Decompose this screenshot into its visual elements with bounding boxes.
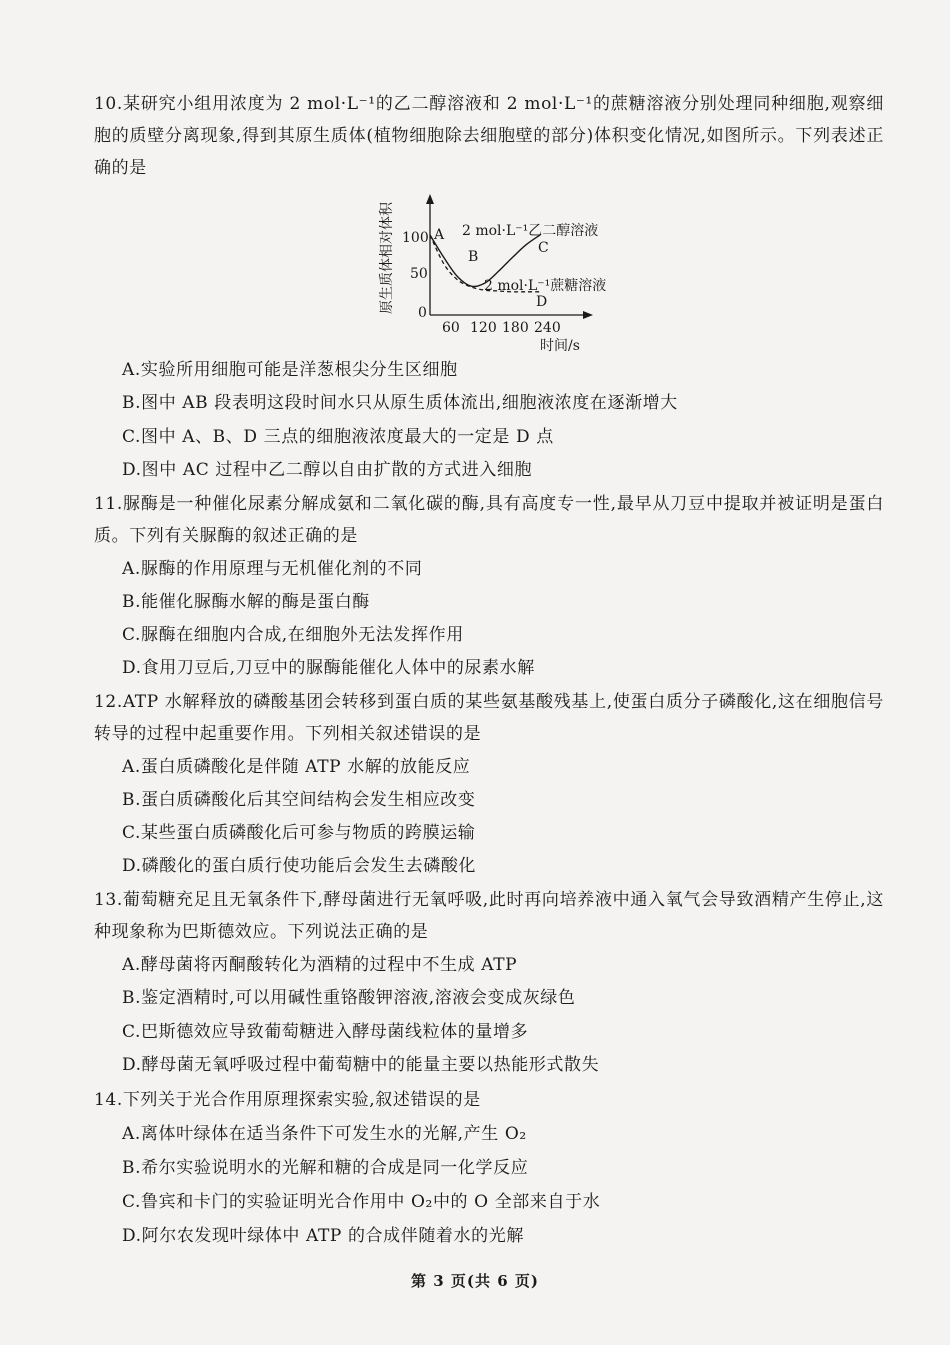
- y-axis-label-group: [378, 201, 395, 314]
- y-tick-label-0: 0: [418, 305, 427, 321]
- question-11-option-b: B.能催化脲酶水解的酶是蛋白酶: [122, 592, 370, 612]
- question-13-option-c: C.巴斯德效应导致葡萄糖进入酵母菌线粒体的量增多: [122, 1022, 529, 1042]
- x-tick-label-120: 120: [470, 320, 497, 336]
- question-10-option-b: B.图中 AB 段表明这段时间水只从原生质体流出,细胞液浓度在逐渐增大: [122, 393, 678, 413]
- question-11-stem: 11.脲酶是一种催化尿素分解成氨和二氧化碳的酶,具有高度专一性,最早从刀豆中提取并被证明是蛋白质。下列有关脲酶的叙述正确的是: [94, 494, 884, 546]
- x-tick-label-240: 240: [534, 320, 561, 336]
- point-label-c: C: [538, 240, 549, 256]
- y-tick-label-100: 100: [402, 230, 429, 246]
- question-12-stem: 12.ATP 水解释放的磷酸基团会转移到蛋白质的某些氨基酸残基上,使蛋白质分子磷酸化,这在细胞信号转导的过程中起重要作用。下列相关叙述错误的是: [94, 692, 884, 744]
- chart-svg: [372, 190, 632, 354]
- x-tick-label-60: 60: [442, 320, 460, 336]
- y-axis-arrow: [426, 194, 434, 204]
- question-14-option-b: B.希尔实验说明水的光解和糖的合成是同一化学反应: [122, 1158, 529, 1178]
- question-10-option-d: D.图中 AC 过程中乙二醇以自由扩散的方式进入细胞: [122, 460, 533, 480]
- question-12-option-b: B.蛋白质磷酸化后其空间结构会发生相应改变: [122, 790, 476, 810]
- point-label-d: D: [536, 294, 548, 310]
- question-14-option-a: A.离体叶绿体在适当条件下可发生水的光解,产生 O₂: [122, 1124, 527, 1144]
- question-10-stem: 10.某研究小组用浓度为 2 mol·L⁻¹的乙二醇溶液和 2 mol·L⁻¹的蔗糖溶液分别处理同种细胞,观察细胞的质壁分离现象,得到其原生质体(植物细胞除去细胞壁的部分)体积变化情况,如图所示。下列表述正确的是: [94, 94, 884, 178]
- question-14-stem: 14.下列关于光合作用原理探索实验,叙述错误的是: [94, 1090, 481, 1110]
- question-14-option-d: D.阿尔农发现叶绿体中 ATP 的合成伴随着水的光解: [122, 1226, 524, 1246]
- x-axis-label: 时间/s: [540, 338, 580, 354]
- x-axis-arrow: [583, 311, 593, 319]
- question-12-option-a: A.蛋白质磷酸化是伴随 ATP 水解的放能反应: [122, 757, 471, 777]
- point-label-a: A: [434, 227, 445, 243]
- question-13-option-b: B.鉴定酒精时,可以用碱性重铬酸钾溶液,溶液会变成灰绿色: [122, 988, 576, 1008]
- y-axis-label: 原生质体相对体积: [379, 202, 395, 314]
- question-10-option-c: C.图中 A、B、D 三点的细胞液浓度最大的一定是 D 点: [122, 427, 554, 447]
- sucrose-label: 2 mol·L⁻¹蔗糖溶液: [484, 278, 607, 294]
- question-12-option-c: C.某些蛋白质磷酸化后可参与物质的跨膜运输: [122, 823, 476, 843]
- question-13-option-a: A.酵母菌将丙酮酸转化为酒精的过程中不生成 ATP: [122, 955, 518, 975]
- question-12-option-d: D.磷酸化的蛋白质行使功能后会发生去磷酸化: [122, 856, 477, 876]
- question-11-option-d: D.食用刀豆后,刀豆中的脲酶能催化人体中的尿素水解: [122, 658, 535, 678]
- question-10-option-a: A.实验所用细胞可能是洋葱根尖分生区细胞: [122, 360, 458, 380]
- question-13-option-d: D.酵母菌无氧呼吸过程中葡萄糖中的能量主要以热能形式散失: [122, 1055, 600, 1075]
- question-14-option-c: C.鲁宾和卡门的实验证明光合作用中 O₂中的 O 全部来自于水: [122, 1192, 601, 1212]
- question-11-option-c: C.脲酶在细胞内合成,在细胞外无法发挥作用: [122, 625, 464, 645]
- question-11-option-a: A.脲酶的作用原理与无机催化剂的不同: [122, 559, 423, 579]
- question-13-stem: 13.葡萄糖充足且无氧条件下,酵母菌进行无氧呼吸,此时再向培养液中通入氧气会导致酒精产生停止,这种现象称为巴斯德效应。下列说法正确的是: [94, 890, 884, 942]
- page-footer: 第 3 页(共 6 页): [411, 1272, 539, 1290]
- ethylene-glycol-label: 2 mol·L⁻¹乙二醇溶液: [462, 223, 599, 239]
- x-tick-label-180: 180: [502, 320, 529, 336]
- protoplast-volume-chart: [372, 190, 632, 354]
- point-label-b: B: [468, 249, 479, 265]
- y-tick-label-50: 50: [410, 266, 428, 282]
